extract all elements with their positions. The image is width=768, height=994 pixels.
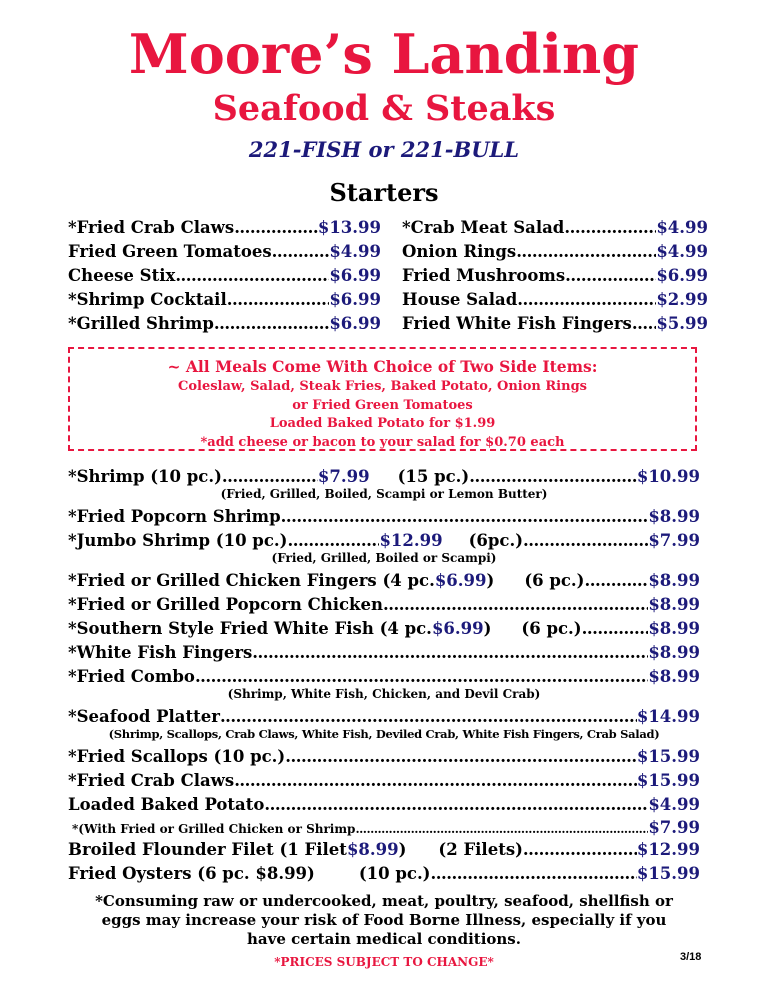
side-items-line: Loaded Baked Potato for $1.99 xyxy=(269,416,496,431)
side-items-line: Coleslaw, Salad, Steak Fries, Baked Potato, Onion Rings xyxy=(178,379,587,394)
meal-item-loaded-potato: Loaded Baked Potato ..... $4.99 xyxy=(68,793,700,817)
starter-item: Fried Mushrooms ..... $6.99 xyxy=(402,264,708,288)
meal-item-oysters: Fried Oysters (6 pc. $8.99) (10 pc.) ..... $15.99 xyxy=(68,862,700,886)
starter-item: Fried White Fish Fingers ..... $5.99 xyxy=(402,312,708,336)
side-items-line: *add cheese or bacon to your salad for $0.70 each xyxy=(200,434,565,450)
meal-item-white-fish-fingers: *White Fish Fingers ..... $8.99 xyxy=(68,641,700,665)
food-safety-disclaimer xyxy=(0,892,768,949)
disclaimer-line: have certain medical conditions. xyxy=(247,930,521,948)
disclaimer-line: *Consuming raw or undercooked, meat, poultry, seafood, shellfish or xyxy=(95,892,673,910)
meal-note: (Fried, Grilled, Boiled, Scampi or Lemon Butter) xyxy=(220,487,548,501)
starter-item: Fried Green Tomatoes ..... $4.99 xyxy=(68,240,381,264)
meal-item-shrimp: *Shrimp (10 pc.) ..... $7.99 (15 pc.) ..... $10.99 xyxy=(68,465,700,489)
meal-item-fried-scallops: *Fried Scallops (10 pc.) ..... $15.99 xyxy=(68,745,700,769)
meal-item-loaded-potato-extra: *(With Fried or Grilled Chicken or Shrimp ..... $7.99 xyxy=(68,817,700,838)
menu-date: 3/18 xyxy=(680,951,702,963)
meal-item-fried-crab-claws: *Fried Crab Claws ..... $15.99 xyxy=(68,769,700,793)
starter-item: *Shrimp Cocktail ..... $6.99 xyxy=(68,288,381,312)
starters-left-column xyxy=(68,216,381,336)
meals-list xyxy=(68,465,700,886)
meal-item-popcorn-shrimp: *Fried Popcorn Shrimp ..... $8.99 xyxy=(68,505,700,529)
side-items-heading: ~ All Meals Come With Choice of Two Side Items: xyxy=(167,357,598,376)
prices-subject-to-change: *PRICES SUBJECT TO CHANGE* xyxy=(274,955,494,969)
meal-item-flounder: Broiled Flounder Filet (1 Filet $8.99 ) (2 Filets) ..... $12.99 xyxy=(68,838,700,862)
phone-numbers: 221-FISH or 221-BULL xyxy=(248,137,520,162)
meal-note: (Fried, Grilled, Boiled or Scampi) xyxy=(271,551,497,565)
meal-item-jumbo-shrimp: *Jumbo Shrimp (10 pc.) ..... $12.99 (6pc.) ..... $7.99 xyxy=(68,529,700,553)
meal-item-white-fish: *Southern Style Fried White Fish (4 pc. $6.99 ) (6 pc.) ..... $8.99 xyxy=(68,617,700,641)
starters-list xyxy=(68,216,708,336)
meal-note: (Shrimp, Scallops, Crab Claws, White Fish, Deviled Crab, White Fish Fingers, Crab Salad) xyxy=(108,727,660,741)
starter-item: House Salad ..... $2.99 xyxy=(402,288,708,312)
meal-item-seafood-platter: *Seafood Platter ..... $14.99 xyxy=(68,705,700,729)
section-title-starters: Starters xyxy=(329,178,439,207)
meal-note: (Shrimp, White Fish, Chicken, and Devil Crab) xyxy=(227,687,541,701)
starter-item: Onion Rings ..... $4.99 xyxy=(402,240,708,264)
starters-right-column xyxy=(402,216,708,336)
side-items-box xyxy=(68,347,697,451)
starter-item: Cheese Stix ..... $6.99 xyxy=(68,264,381,288)
side-items-line: or Fried Green Tomatoes xyxy=(292,397,473,413)
meal-item-chicken-fingers: *Fried or Grilled Chicken Fingers (4 pc. $6.99 ) (6 pc.) ..... $8.99 xyxy=(68,569,700,593)
restaurant-title: Moore’s Landing xyxy=(128,22,640,86)
starter-item: *Grilled Shrimp ..... $6.99 xyxy=(68,312,381,336)
meal-item-popcorn-chicken: *Fried or Grilled Popcorn Chicken ..... $8.99 xyxy=(68,593,700,617)
meal-item-fried-combo: *Fried Combo ..... $8.99 xyxy=(68,665,700,689)
disclaimer-line: eggs may increase your risk of Food Borne Illness, especially if you xyxy=(101,911,667,929)
starter-item: *Crab Meat Salad ..... $4.99 xyxy=(402,216,708,240)
starter-item: *Fried Crab Claws ..... $13.99 xyxy=(68,216,381,240)
restaurant-subtitle: Seafood & Steaks xyxy=(212,88,556,129)
